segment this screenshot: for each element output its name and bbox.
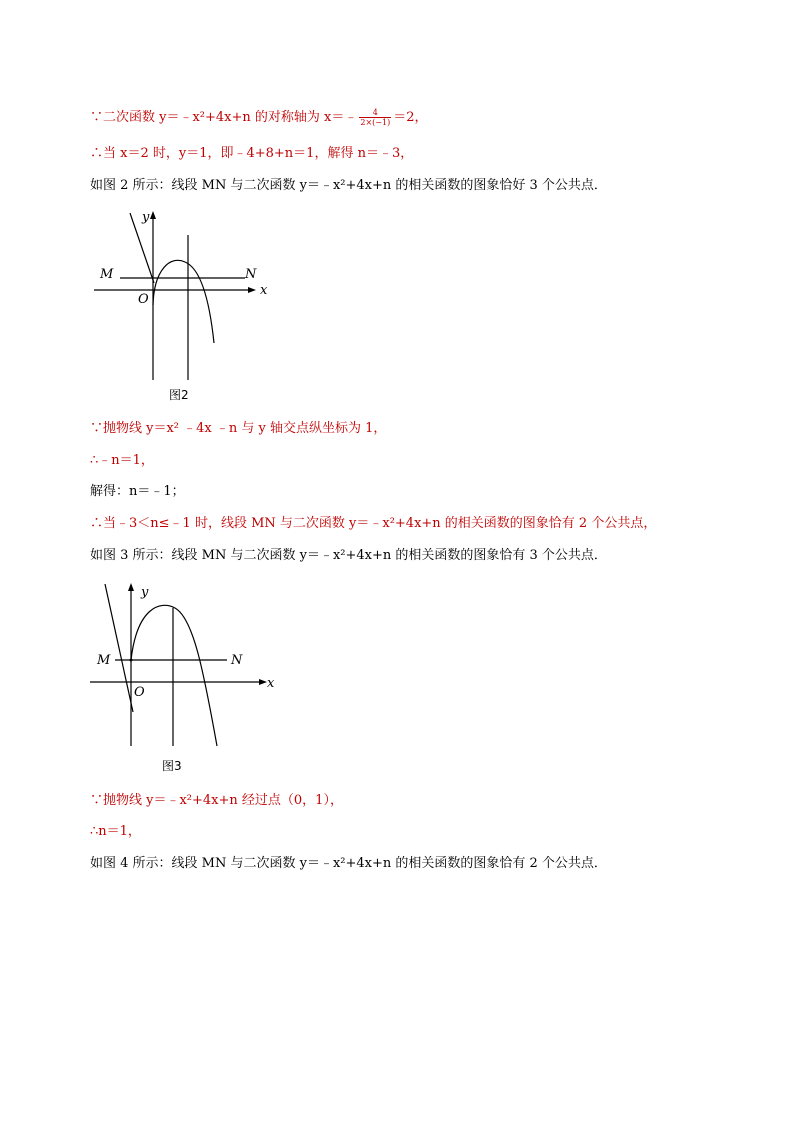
x-axis-arrow (259, 679, 267, 685)
fraction-numerator: 4 (359, 108, 391, 118)
left-branch (105, 584, 133, 712)
x-axis-arrow (248, 287, 256, 293)
label-o: O (138, 292, 149, 307)
intersection-point (130, 659, 133, 662)
label-x: x (260, 283, 268, 298)
line1-suffix: ＝2， (393, 110, 428, 125)
text-line-7: ∴当﹣3＜n≤﹣1 时，线段 MN 与二次函数 y＝﹣x²+4x+n 的相关函数的图象恰有 2 个公共点， (90, 516, 657, 531)
label-n: N (245, 267, 257, 282)
figure-2-graph (90, 205, 280, 380)
text-line-2: ∴当 x＝2 时，y＝1，即﹣4+8+n＝1，解得 n＝﹣3， (90, 146, 414, 161)
fraction (359, 108, 391, 127)
y-axis-arrow (150, 211, 156, 219)
label-y: y (142, 210, 150, 225)
text-line-8: 如图 3 所示：线段 MN 与二次函数 y＝﹣x²+4x+n 的相关函数的图象恰有 3 个公共点． (90, 548, 607, 563)
figure-3 (85, 578, 285, 753)
text-line-3: 如图 2 所示：线段 MN 与二次函数 y＝﹣x²+4x+n 的相关函数的图象恰好 3 个公共点． (90, 178, 607, 193)
fraction-denominator: 2×(−1) (360, 118, 391, 127)
y-axis-arrow (128, 583, 134, 591)
label-n: N (231, 653, 243, 668)
text-line-4: ∵抛物线 y＝x² ﹣4x ﹣n 与 y 轴交点纵坐标为 1， (90, 421, 387, 436)
text-line-10: ∴n＝1， (90, 824, 141, 839)
text-line-6: 解得：n＝﹣1； (90, 484, 185, 499)
label-x: x (267, 676, 275, 691)
figure-2 (90, 205, 280, 380)
text-line-5: ∴﹣n＝1， (90, 453, 154, 468)
figure-3-caption: 图3 (162, 759, 182, 773)
label-o: O (134, 685, 145, 700)
label-y: y (141, 585, 149, 600)
parabola (131, 605, 217, 746)
line1-prefix: ∵二次函数 y＝﹣x²+4x+n 的对称轴为 x＝﹣ (90, 110, 358, 125)
figure-2-caption: 图2 (169, 388, 189, 402)
text-line-1 (90, 108, 428, 127)
label-m: M (97, 653, 111, 668)
figure-3-graph (85, 578, 285, 753)
parabola (153, 260, 214, 343)
label-m: M (100, 267, 114, 282)
text-line-9: ∵抛物线 y＝﹣x²+4x+n 经过点（0，1）， (90, 793, 343, 808)
text-line-11: 如图 4 所示：线段 MN 与二次函数 y＝﹣x²+4x+n 的相关函数的图象恰有 2 个公共点． (90, 856, 607, 871)
